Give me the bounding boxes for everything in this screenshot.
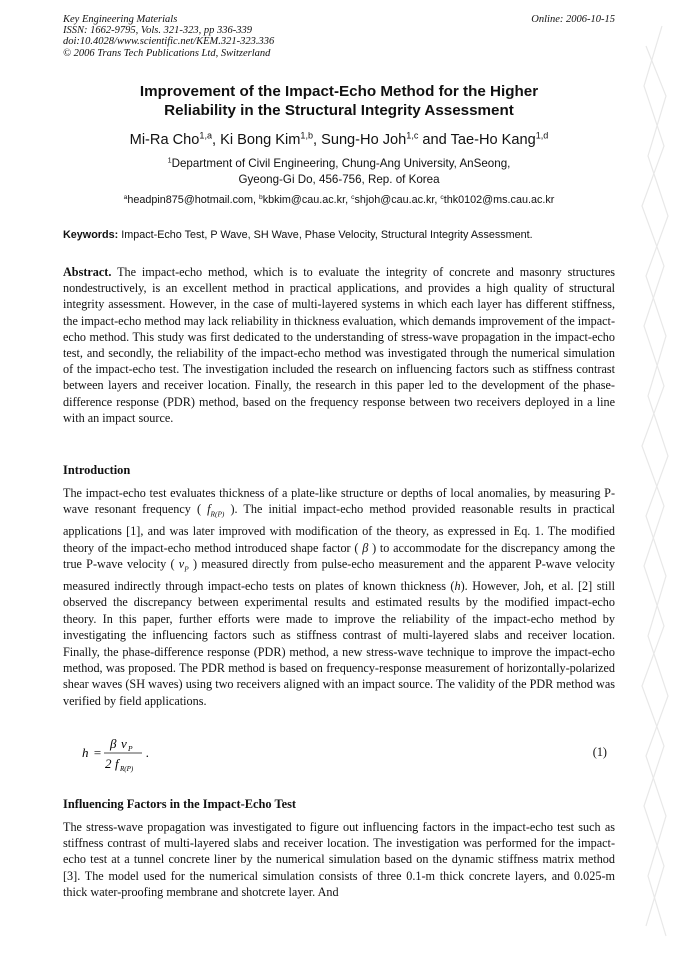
symbol-f: f	[207, 502, 211, 517]
email-sep: ,	[345, 194, 352, 206]
online-date: Online: 2006-10-15	[531, 14, 615, 25]
affiliation-line-2: Gyeong-Gi Do, 456-756, Rep. of Korea	[238, 173, 440, 186]
introduction-text	[63, 485, 615, 709]
eq-den-two: 2	[105, 756, 112, 771]
author-sup: 1,a	[199, 130, 212, 141]
email-sep: ,	[252, 194, 259, 206]
eq-num-v: v	[121, 736, 127, 751]
paper-title	[63, 82, 615, 120]
author-sep: ,	[312, 132, 322, 148]
symbol-beta: β	[362, 540, 369, 555]
email-address: thk0102@ms.cau.ac.kr	[443, 194, 555, 206]
symbol-h: h	[454, 578, 461, 593]
author-sup: 1,d	[535, 130, 549, 141]
email-sup: a	[123, 193, 128, 201]
intro-text-part: ). The initial impact-echo method provided reasonable results in practical applications [1], and was later improved with modification of the theory, as expressed in Eq. 1. The modified theory of the impact-echo method introduced shape factor (	[63, 502, 616, 555]
symbol-v-sub: P	[184, 564, 189, 574]
journal-name: Key Engineering Materials	[63, 14, 178, 25]
email-address: kbkim@cau.ac.kr	[262, 194, 346, 206]
eq-num-v-sub: P	[128, 744, 133, 753]
author-name: Sung-Ho Joh	[321, 132, 407, 148]
title-line-2: Reliability in the Structural Integrity Assessment	[164, 102, 514, 119]
title-line-1: Improvement of the Impact-Echo Method for the Higher	[139, 83, 539, 100]
intro-text-part: ) to accommodate for the discrepancy among the true P-wave velocity (	[63, 540, 616, 572]
introduction-heading: Introduction	[63, 463, 131, 477]
eq-den-f-sub: R(P)	[120, 765, 134, 773]
author-list	[63, 131, 615, 149]
intro-text-part: ). However, Joh, et al. [2] still observed the discrepancy between experimental results and estimated results by the modified impact-echo theory. In this paper, further efforts were made to improve the reliability of the impact-echo method by investigating the influencing factors such as stiffness contrast of multi-layered slabs and receiver location. Finally, the phase-difference response (PDR) method, a new stress-wave technique to improve the impact-echo method, was proposed. The PDR method is based on frequency-response measurement of horizontally-polarized shear waves (SH waves) using two receivers aligned with an impact source. The validity of the PDR method was verified by field applications.	[63, 578, 615, 708]
eq-tail: .	[146, 745, 150, 760]
author-name: Ki Bong Kim	[220, 132, 301, 148]
author-name: Mi-Ra Cho	[129, 132, 200, 148]
keywords	[63, 228, 623, 242]
copyright-line: © 2006 Trans Tech Publications Ltd, Switzerland	[63, 47, 271, 59]
symbol-f-sub: R(P)	[210, 509, 225, 519]
eq-den-f: f	[115, 756, 119, 771]
author-name: Tae-Ho Kang	[450, 132, 536, 148]
author-sep: ,	[211, 132, 221, 148]
author-sep: and	[418, 132, 451, 148]
affiliation-line-1: Department of Civil Engineering, Chung-Ang University, AnSeong,	[171, 157, 511, 170]
page-edge-watermark	[636, 6, 676, 946]
email-sep: ,	[434, 194, 441, 206]
keywords-text: Impact-Echo Test, P Wave, SH Wave, Phase Velocity, Structural Integrity Assessment.	[118, 229, 533, 241]
abstract	[63, 264, 615, 426]
equation-number: (1)	[592, 745, 607, 759]
affiliation-sup: 1	[167, 155, 172, 165]
keywords-label: Keywords:	[63, 229, 119, 241]
email-sup: c	[351, 193, 355, 201]
doi-line: doi:10.4028/www.scientific.net/KEM.321-323.336	[63, 36, 275, 48]
influencing-factors-text: The stress-wave propagation was investigated to figure out influencing factors in the impact-echo test such as stiffness contrast of multi-layered slabs and receiver location. The investigation was performed for the impact-echo test at a tunnel concrete liner by the numerical simulation based on the dynamic stiffness matrix method [3]. The model used for the numerical simulation consists of three 0.1-m thick concrete layers, and 0.025-m thick water-proofing membrane and shotcrete layer. And	[63, 820, 615, 899]
email-sup: c	[440, 193, 444, 201]
journal-header	[63, 14, 615, 59]
email-list	[40, 193, 638, 207]
email-sup: b	[258, 193, 263, 201]
eq-lhs: h	[82, 745, 89, 760]
intro-text-part: The impact-echo test evaluates thickness of a plate-like structure or depths of local anomalies, by measuring P-wave resonant frequency (	[63, 486, 615, 517]
author-sup: 1,b	[300, 130, 313, 141]
equation-1	[80, 735, 615, 775]
author-sup: 1,c	[406, 130, 419, 141]
intro-text-part: ) measured directly from pulse-echo measurement and the apparent P-wave velocity measured indirectly through impact-echo tests on plates of known thickness (	[63, 557, 616, 593]
eq-num-beta: β	[110, 736, 117, 751]
influencing-factors-heading: Influencing Factors in the Impact-Echo Test	[63, 797, 297, 811]
email-address: headpin875@hotmail.com	[127, 194, 253, 206]
equation-formula	[80, 735, 200, 775]
eq-equals: =	[93, 745, 102, 760]
affiliation	[63, 156, 615, 188]
issn-line: ISSN: 1662-9795, Vols. 321-323, pp 336-339	[63, 25, 252, 37]
abstract-text: The impact-echo method, which is to evaluate the integrity of concrete and masonry structures nondestructively, is an excellent method in practical applications, and provides a high quality of structural integrity assessment. However, in the case of multi-layered systems in which each layer has different stiffness, the impact-echo method may lack reliability in thickness evaluation, which demands improvement of the impact-echo method. This study was first dedicated to the understanding of stress-wave propagation in the impact-echo test, and secondly, the reliability of the impact-echo method was investigated through the numerical simulation of the impact-echo test. The investigation included the research on influencing factors such as stiffness contrast between layers and receiver location. Finally, the research in this paper led to the development of the phase-difference response (PDR) method, based on the frequency response between two receivers deployed in a line with an impact source.	[63, 265, 615, 425]
symbol-v: v	[178, 557, 185, 572]
email-address: shjoh@cau.ac.kr	[354, 194, 435, 206]
abstract-label: Abstract.	[63, 265, 112, 279]
